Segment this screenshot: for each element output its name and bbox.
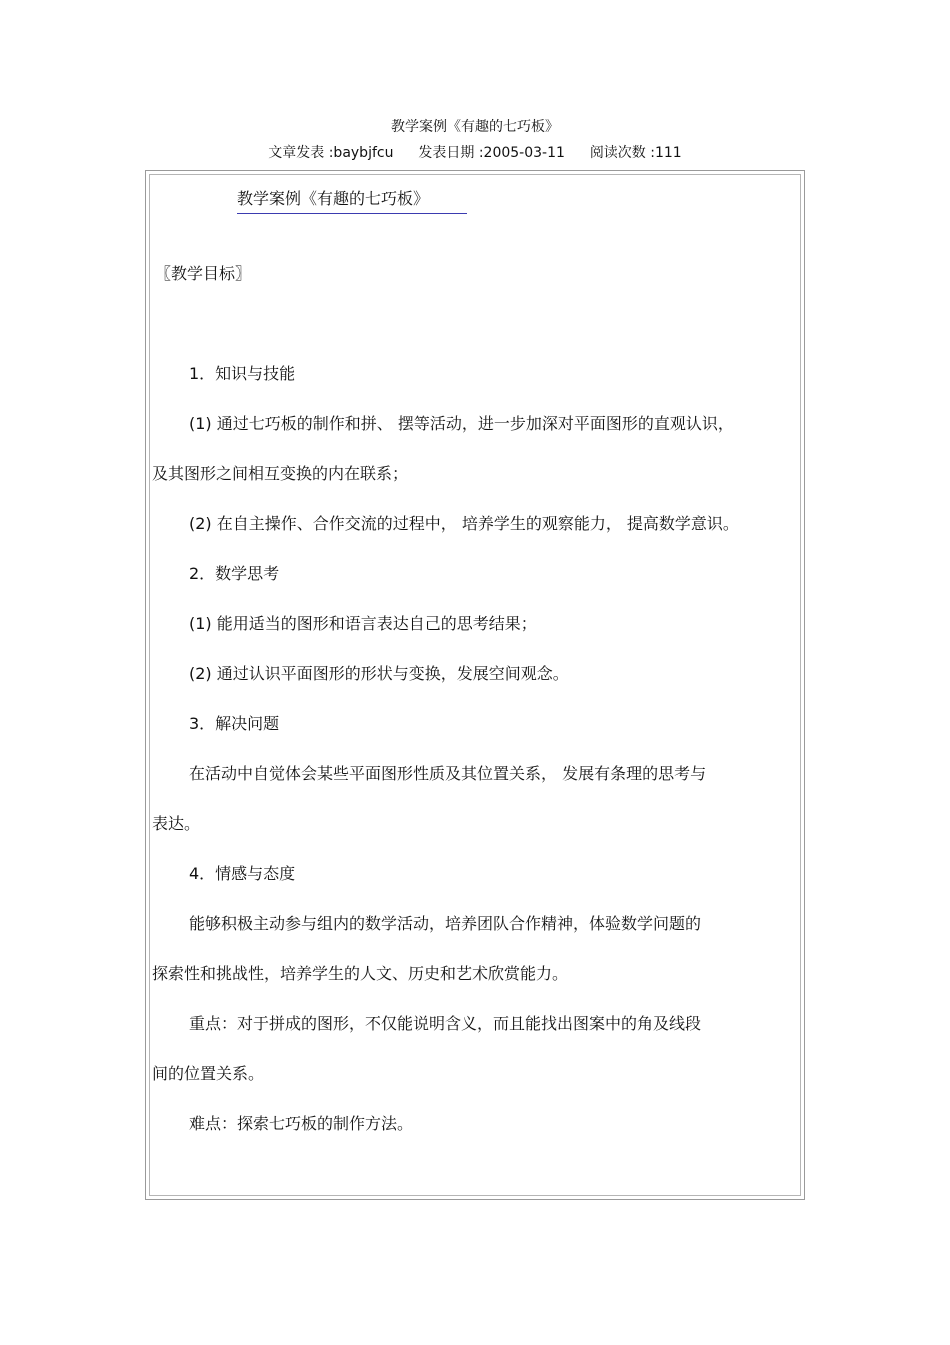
date-value: :2005-03-11 xyxy=(478,145,565,161)
section-heading-objectives: 〖教学目标〗 xyxy=(155,264,252,283)
author-value: :baybjfcu xyxy=(328,145,394,161)
paragraph-line: (1) 通过七巧板的制作和拼、 摆等活动，进一步加深对平面图形的直观认识， xyxy=(189,414,734,433)
subheading-knowledge-skills: 1．知识与技能 xyxy=(189,364,296,383)
paragraph-line: 及其图形之间相互变换的内在联系； xyxy=(152,464,409,483)
key-point-line: 间的位置关系。 xyxy=(152,1064,265,1083)
document-title: 教学案例《有趣的七巧板》 xyxy=(237,188,467,214)
key-point-line: 重点：对于拼成的图形，不仅能说明含义，而且能找出图案中的角及线段 xyxy=(189,1014,702,1033)
paragraph-line: (2) 在自主操作、合作交流的过程中， 培养学生的观察能力， 提高数学意识。 xyxy=(189,514,739,533)
subheading-math-thinking: 2．数学思考 xyxy=(189,564,280,583)
paragraph-line: 探索性和挑战性，培养学生的人文、历史和艺术欣赏能力。 xyxy=(152,964,569,983)
paragraph-line: 表达。 xyxy=(152,814,201,833)
content-frame-inner xyxy=(149,174,801,1196)
subheading-problem-solving: 3．解决问题 xyxy=(189,714,280,733)
author-label: 文章发表 xyxy=(268,145,325,161)
reads-label: 阅读次数 xyxy=(589,145,646,161)
paragraph-line: 能够积极主动参与组内的数学活动，培养团队合作精神，体验数学问题的 xyxy=(189,914,702,933)
article-meta xyxy=(0,144,950,162)
date-label: 发表日期 xyxy=(418,145,475,161)
paragraph-line: 在活动中自觉体会某些平面图形性质及其位置关系， 发展有条理的思考与 xyxy=(189,764,707,783)
paragraph-line: (1) 能用适当的图形和语言表达自己的思考结果； xyxy=(189,614,537,633)
subheading-emotion-attitude: 4．情感与态度 xyxy=(189,864,296,883)
reads-value: :111 xyxy=(650,145,682,161)
difficulty-line: 难点：探索七巧板的制作方法。 xyxy=(189,1114,414,1133)
paragraph-line: (2) 通过认识平面图形的形状与变换，发展空间观念。 xyxy=(189,664,569,683)
page-header-title: 教学案例《有趣的七巧板》 xyxy=(391,119,559,135)
